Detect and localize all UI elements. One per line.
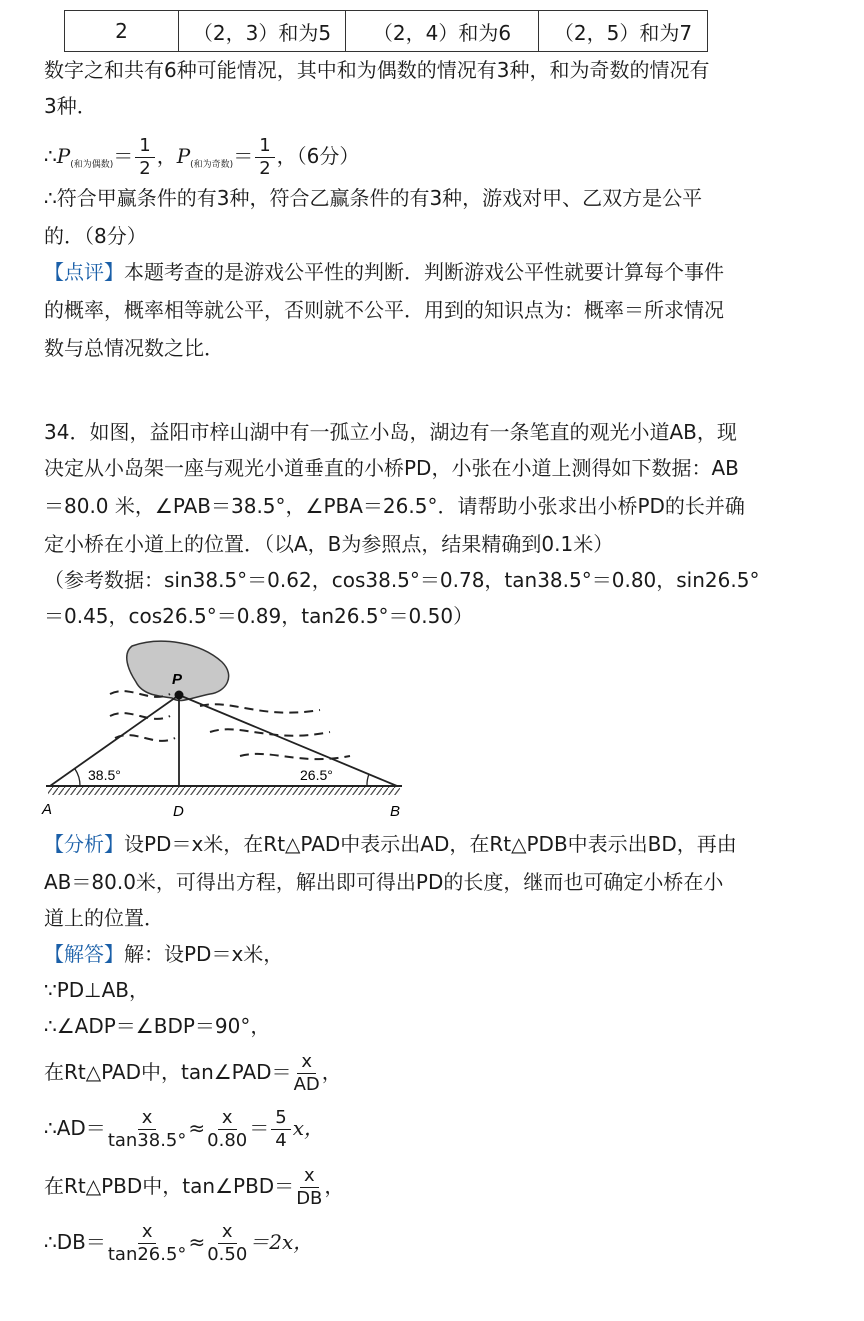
fraction: $\frac{1}{2}$ [255, 135, 274, 180]
paragraph-line: 3种． [44, 94, 97, 118]
equals-sign: ＝ [233, 144, 254, 168]
question-line: （参考数据：sin38.5°＝0.62，cos38.5°＝0.78，tan38.5°＝0.80，sin26.5° [44, 568, 760, 592]
point-P [175, 691, 184, 700]
paragraph-line: 数字之和共有6种可能情况，其中和为偶数的情况有3种，和为奇数的情况有 [44, 58, 710, 82]
prob-symbol: P [56, 144, 71, 168]
score-note: ，（6分） [276, 144, 360, 168]
fraction: $\frac{5}{4}$ [271, 1107, 290, 1152]
analysis-tag: 【分析】 [44, 832, 124, 856]
analysis-line: 【分析】设PD＝x米，在Rt△PAD中表示出AD，在Rt△PDB中表示出BD，再由 [44, 832, 737, 856]
analysis-line: 道上的位置． [44, 906, 164, 930]
solution-line: ∴DB＝ $\frac{x}{\tan 26.5^\circ}$ ≈ $\frac{x}{0.50}$ ＝2x， [44, 1221, 314, 1265]
angle-arc-B [367, 774, 369, 786]
solution-tag: 【解答】 [44, 942, 124, 966]
question-line: 决定从小岛架一座与观光小道垂直的小桥PD，小张在小道上测得如下数据：AB [44, 456, 739, 480]
prob-symbol: P [176, 144, 191, 168]
table-row [65, 11, 708, 52]
table-cell: 2 [65, 11, 179, 52]
table-cell: （2，4）和为6 [346, 11, 539, 52]
label-D: D [173, 803, 184, 820]
fraction: $\frac{x}{0.80}$ [207, 1107, 248, 1151]
label-A: A [42, 801, 53, 818]
question-line: ＝80.0 米，∠PAB＝38.5°，∠PBA＝26.5°．请帮助小张求出小桥PD的长并确 [44, 494, 745, 518]
table-cell: （2，3）和为5 [179, 11, 346, 52]
fraction: $\frac{x}{0.50}$ [207, 1221, 248, 1265]
label-angle-B: 26.5° [300, 767, 333, 783]
solution-line: 【解答】解：设PD＝x米， [44, 942, 284, 966]
solution-line: ∴∠ADP＝∠BDP＝90°， [44, 1014, 271, 1038]
fraction: $\frac{1}{2}$ [135, 135, 154, 180]
fraction: $\frac{x}{\tan 38.5^\circ}$ [107, 1107, 187, 1151]
solution-line: ∵PD⊥AB， [44, 978, 150, 1002]
analysis-line: AB＝80.0米，可得出方程，解出即可得出PD的长度，继而也可确定小桥在小 [44, 870, 724, 894]
table-cell: （2，5）和为7 [539, 11, 708, 52]
therefore-symbol: ∴ [44, 144, 57, 168]
outcome-table [64, 10, 708, 52]
fraction: $\frac{x}{\tan 26.5^\circ}$ [107, 1221, 187, 1265]
label-angle-A: 38.5° [88, 767, 121, 783]
comment-line: 数与总情况数之比． [44, 336, 224, 360]
comment-tag: 【点评】 [44, 260, 124, 284]
prob-subscript: (和为偶数) [70, 160, 114, 170]
question-line: 34．如图，益阳市梓山湖中有一孤立小岛，湖边有一条笔直的观光小道AB，现 [44, 420, 737, 444]
solution-line: 在Rt△PBD中，tan∠PBD＝ $\frac{x}{DB}$ ， [44, 1165, 345, 1209]
segment-PB [179, 695, 397, 786]
ground-hatch [48, 787, 400, 795]
fraction: $\frac{x}{DB}$ [296, 1165, 323, 1209]
paragraph-line: 的．（8分） [44, 224, 147, 248]
question-line: ＝0.45，cos26.5°＝0.89，tan26.5°＝0.50） [44, 604, 474, 628]
separator: ， [156, 144, 177, 168]
wave-line [110, 713, 170, 719]
equals-sign: ＝ [113, 144, 134, 168]
comment-line: 的概率，概率相等就公平，否则就不公平．用到的知识点为：概率＝所求情况 [44, 298, 724, 322]
label-P: P [172, 671, 183, 688]
paragraph-line: ∴符合甲赢条件的有3种，符合乙赢条件的有3种，游戏对甲、乙双方是公平 [44, 186, 703, 210]
wave-line [240, 754, 350, 759]
probability-line [44, 134, 359, 187]
angle-arc-A [75, 769, 80, 786]
prob-subscript: (和为奇数) [190, 160, 234, 170]
label-B: B [390, 803, 401, 820]
comment-line: 【点评】本题考查的是游戏公平性的判断．判断游戏公平性就要计算每个事件 [44, 260, 724, 284]
fraction: $\frac{x}{AD}$ [293, 1051, 320, 1095]
solution-line: ∴AD＝ $\frac{x}{\tan 38.5^\circ}$ ≈ $\frac{x}{0.80}$ ＝ $\frac{5}{4}$ x， [44, 1107, 324, 1151]
wave-line [115, 735, 175, 741]
solution-line: 在Rt△PAD中，tan∠PAD＝ $\frac{x}{AD}$ ， [44, 1051, 342, 1095]
question-line: 定小桥在小道上的位置．（以A，B为参照点，结果精确到0.1米） [44, 532, 614, 556]
geometry-figure [40, 636, 420, 826]
